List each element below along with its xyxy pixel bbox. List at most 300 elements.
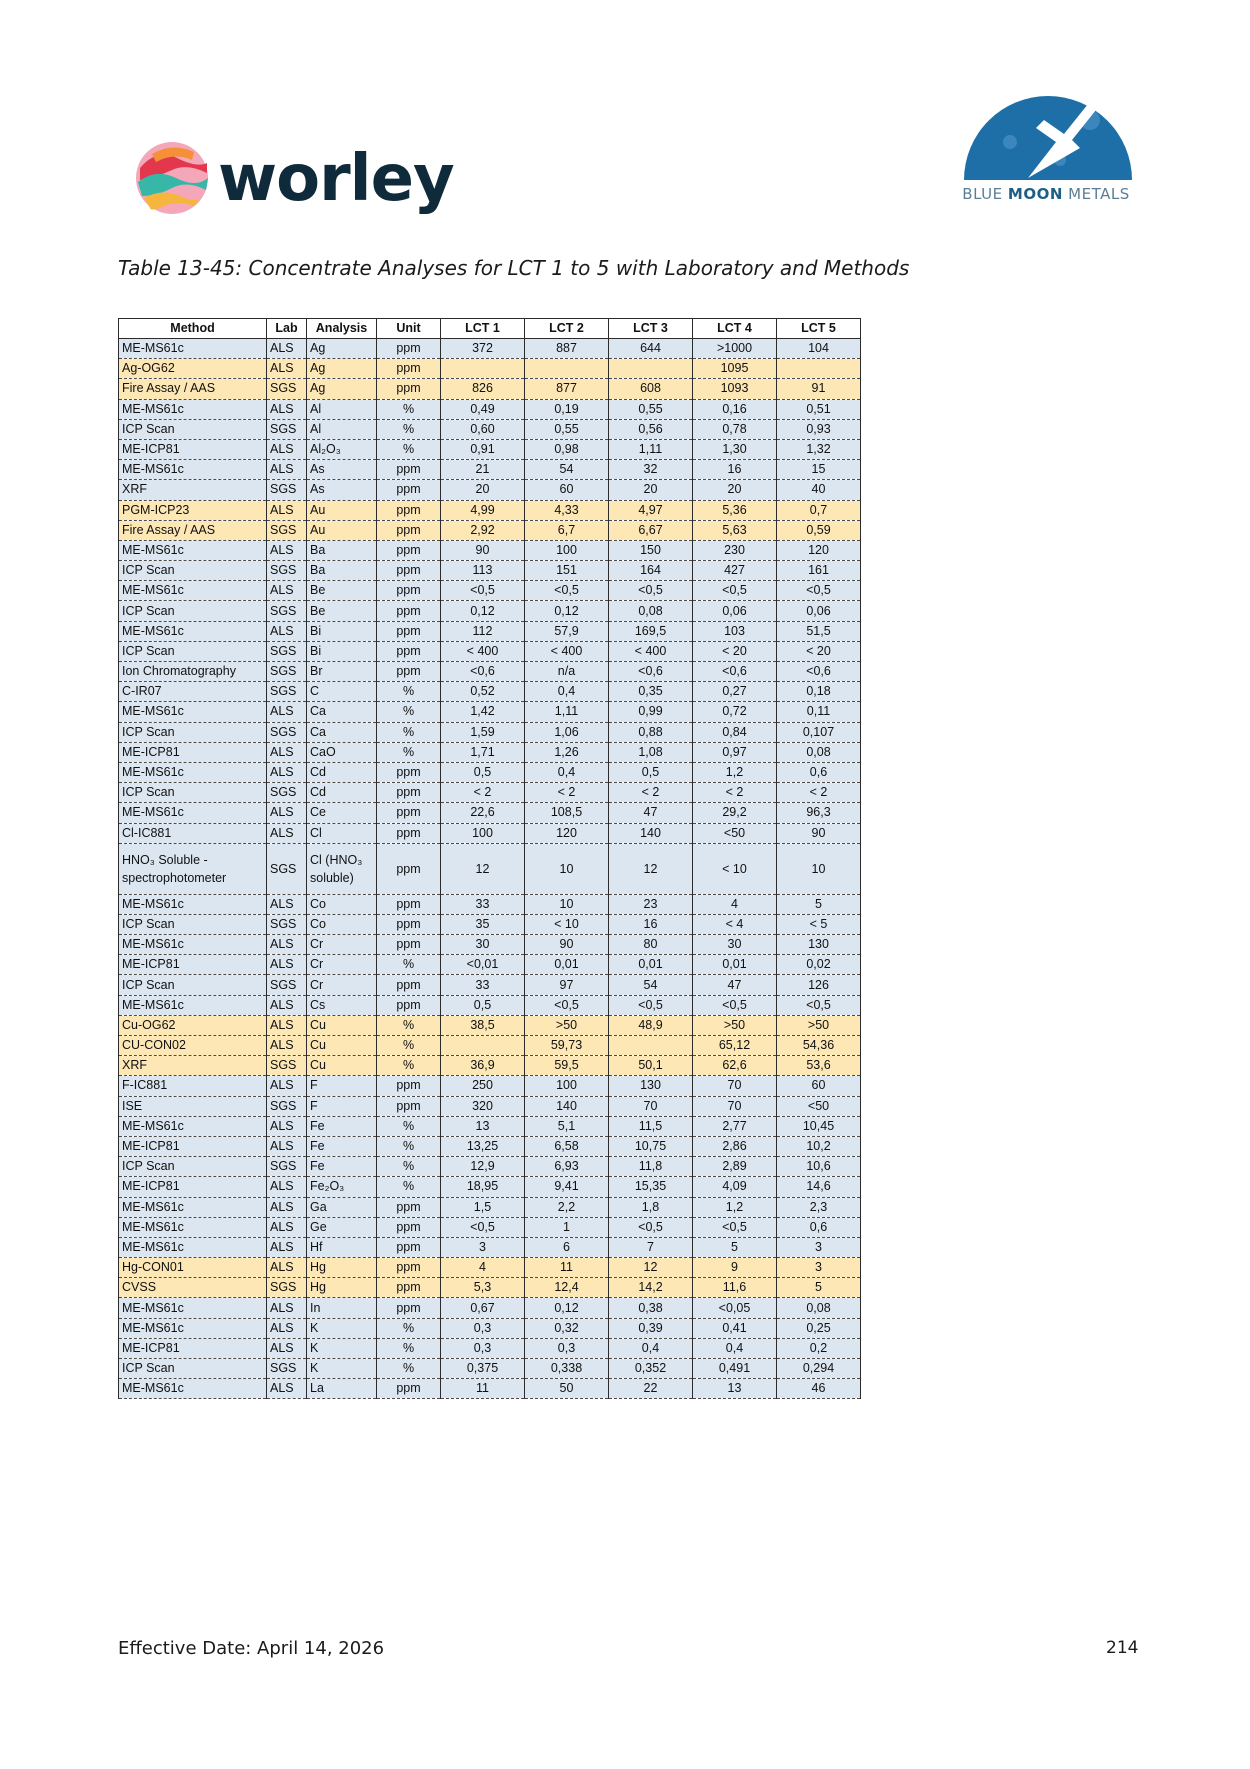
table-cell: 4,09 (693, 1177, 777, 1197)
table-cell: CVSS (119, 1278, 267, 1298)
table-cell: 16 (609, 914, 693, 934)
table-cell: 18,95 (441, 1177, 525, 1197)
table-cell: 60 (777, 1076, 861, 1096)
table-cell: 4 (693, 894, 777, 914)
table-cell: 0,352 (609, 1359, 693, 1379)
table-cell: 10 (777, 843, 861, 894)
table-cell: Co (307, 914, 377, 934)
table-cell: ALS (267, 995, 307, 1015)
table-cell: 60 (525, 480, 609, 500)
table-cell: 120 (777, 540, 861, 560)
table-cell: 0,55 (609, 399, 693, 419)
table-cell: 0,38 (609, 1298, 693, 1318)
table-cell: 48,9 (609, 1015, 693, 1035)
table-cell: ICP Scan (119, 975, 267, 995)
table-cell: 3 (777, 1258, 861, 1278)
table-row (119, 1056, 861, 1076)
table-cell: % (377, 1177, 441, 1197)
table-cell (525, 359, 609, 379)
table-cell (609, 1036, 693, 1056)
table-cell: ME-ICP81 (119, 955, 267, 975)
table-cell: 372 (441, 339, 525, 359)
table-cell: < 10 (693, 843, 777, 894)
table-cell: 47 (609, 803, 693, 823)
table-cell: 0,3 (441, 1318, 525, 1338)
table-cell: 0,491 (693, 1359, 777, 1379)
table-cell: 140 (609, 823, 693, 843)
table-row (119, 379, 861, 399)
table-cell: 169,5 (609, 621, 693, 641)
table-cell: 887 (525, 339, 609, 359)
table-cell: 1,59 (441, 722, 525, 742)
table-cell: 0,5 (441, 995, 525, 1015)
table-cell: 0,338 (525, 1359, 609, 1379)
table-cell: 2,3 (777, 1197, 861, 1217)
blue-moon-metals-logo (940, 80, 1152, 210)
table-cell: ME-MS61c (119, 702, 267, 722)
table-cell: 11 (525, 1258, 609, 1278)
table-cell: ALS (267, 803, 307, 823)
table-cell: ME-ICP81 (119, 439, 267, 459)
table-cell: 40 (777, 480, 861, 500)
table-cell: <0,01 (441, 955, 525, 975)
table-row (119, 722, 861, 742)
table-cell: 6,58 (525, 1136, 609, 1156)
table-cell: 0,08 (777, 1298, 861, 1318)
table-cell: 0,3 (441, 1338, 525, 1358)
table-cell: ME-MS61c (119, 1217, 267, 1237)
table-cell: 5,36 (693, 500, 777, 520)
table-cell: ME-MS61c (119, 1237, 267, 1257)
table-cell: 15 (777, 460, 861, 480)
table-cell: % (377, 439, 441, 459)
table-cell: Ag-OG62 (119, 359, 267, 379)
table-cell: HNO₃ Soluble - spectrophotometer (119, 843, 267, 894)
table-cell: < 20 (777, 641, 861, 661)
table-cell: Be (307, 581, 377, 601)
table-cell: Fe (307, 1116, 377, 1136)
table-cell: ppm (377, 1278, 441, 1298)
table-row (119, 762, 861, 782)
column-header: LCT 2 (525, 319, 609, 339)
table-cell: Ge (307, 1217, 377, 1237)
table-cell: 1 (525, 1217, 609, 1237)
table-row (119, 419, 861, 439)
table-row (119, 1015, 861, 1035)
table-cell: 5 (693, 1237, 777, 1257)
table-cell: 0,60 (441, 419, 525, 439)
table-cell: 250 (441, 1076, 525, 1096)
table-row (119, 540, 861, 560)
table-cell: ppm (377, 1197, 441, 1217)
table-cell: 0,12 (525, 601, 609, 621)
table-cell: 1,30 (693, 439, 777, 459)
table-cell: 21 (441, 460, 525, 480)
table-cell: 96,3 (777, 803, 861, 823)
table-cell: 10 (525, 894, 609, 914)
table-cell: 51,5 (777, 621, 861, 641)
table-cell: SGS (267, 783, 307, 803)
table-cell: ppm (377, 359, 441, 379)
table-row (119, 1338, 861, 1358)
table-cell: 161 (777, 561, 861, 581)
table-cell: 10 (525, 843, 609, 894)
table-cell: ICP Scan (119, 914, 267, 934)
table-cell: 877 (525, 379, 609, 399)
table-cell: 0,3 (525, 1338, 609, 1358)
table-row (119, 1096, 861, 1116)
table-cell: 140 (525, 1096, 609, 1116)
table-cell: ME-MS61c (119, 581, 267, 601)
table-row (119, 1177, 861, 1197)
table-cell: SGS (267, 1096, 307, 1116)
table-cell: 1,06 (525, 722, 609, 742)
table-cell: 0,12 (525, 1298, 609, 1318)
table-cell: Cl-IC881 (119, 823, 267, 843)
table-cell: ICP Scan (119, 561, 267, 581)
table-cell: 0,4 (693, 1338, 777, 1358)
table-cell: 10,6 (777, 1157, 861, 1177)
table-cell: Hf (307, 1237, 377, 1257)
table-cell: ICP Scan (119, 641, 267, 661)
table-cell: ALS (267, 702, 307, 722)
table-cell: <0,5 (777, 995, 861, 1015)
table-cell: % (377, 742, 441, 762)
table-cell: <0,5 (609, 995, 693, 1015)
table-cell: Ba (307, 540, 377, 560)
table-cell: Fire Assay / AAS (119, 520, 267, 540)
table-cell: SGS (267, 1359, 307, 1379)
table-cell: ALS (267, 1379, 307, 1399)
table-cell: Fe₂O₃ (307, 1177, 377, 1197)
table-cell: ppm (377, 379, 441, 399)
table-cell: ME-MS61c (119, 935, 267, 955)
table-cell: 91 (777, 379, 861, 399)
table-cell: ICP Scan (119, 419, 267, 439)
table-cell: 2,2 (525, 1197, 609, 1217)
table-cell: % (377, 682, 441, 702)
table-cell: Fire Assay / AAS (119, 379, 267, 399)
table-cell: ALS (267, 1237, 307, 1257)
table-row (119, 500, 861, 520)
table-cell: 12 (609, 1258, 693, 1278)
table-cell: 0,107 (777, 722, 861, 742)
table-cell: Hg-CON01 (119, 1258, 267, 1278)
table-cell: SGS (267, 1278, 307, 1298)
table-cell: ALS (267, 1258, 307, 1278)
table-cell: ppm (377, 500, 441, 520)
table-cell (441, 1036, 525, 1056)
table-cell: ME-MS61c (119, 399, 267, 419)
table-cell: ppm (377, 894, 441, 914)
table-cell: 3 (441, 1237, 525, 1257)
table-cell: ICP Scan (119, 783, 267, 803)
effective-date: Effective Date: April 14, 2026 (118, 1638, 385, 1659)
table-cell: 0,4 (525, 682, 609, 702)
table-cell: 50,1 (609, 1056, 693, 1076)
page-number: 214 (1106, 1638, 1139, 1658)
table-cell: 14,6 (777, 1177, 861, 1197)
table-cell: SGS (267, 520, 307, 540)
table-cell: 320 (441, 1096, 525, 1116)
table-cell: 0,2 (777, 1338, 861, 1358)
table-cell: < 2 (441, 783, 525, 803)
table-cell: 104 (777, 339, 861, 359)
table-row (119, 1136, 861, 1156)
table-cell: ME-ICP81 (119, 1136, 267, 1156)
table-cell: Ag (307, 379, 377, 399)
table-row (119, 561, 861, 581)
table-cell: 0,18 (777, 682, 861, 702)
table-cell: 20 (693, 480, 777, 500)
table-cell: 2,92 (441, 520, 525, 540)
table-cell: < 400 (525, 641, 609, 661)
table-cell: 35 (441, 914, 525, 934)
column-header: LCT 5 (777, 319, 861, 339)
table-cell: 59,5 (525, 1056, 609, 1076)
table-cell: 4,33 (525, 500, 609, 520)
table-cell: 0,32 (525, 1318, 609, 1338)
table-cell: ME-MS61c (119, 803, 267, 823)
table-cell: <0,5 (441, 1217, 525, 1237)
table-cell: 1,71 (441, 742, 525, 762)
table-cell: % (377, 1116, 441, 1136)
table-cell: ALS (267, 439, 307, 459)
table-cell: ALS (267, 1036, 307, 1056)
worley-swirl-icon (132, 138, 212, 218)
table-cell: ICP Scan (119, 1157, 267, 1177)
table-cell: <0,5 (609, 1217, 693, 1237)
table-cell: < 10 (525, 914, 609, 934)
table-cell: ppm (377, 823, 441, 843)
table-cell: 7 (609, 1237, 693, 1257)
table-cell: ppm (377, 762, 441, 782)
table-cell: ALS (267, 359, 307, 379)
table-cell: 1,26 (525, 742, 609, 762)
table-cell: Cu (307, 1015, 377, 1035)
table-cell: <0,6 (777, 662, 861, 682)
table-cell: >50 (693, 1015, 777, 1035)
table-cell: 0,56 (609, 419, 693, 439)
table-cell: % (377, 702, 441, 722)
table-cell: 15,35 (609, 1177, 693, 1197)
table-cell: ALS (267, 1015, 307, 1035)
table-cell: 0,35 (609, 682, 693, 702)
table-cell: 20 (609, 480, 693, 500)
table-cell: 0,78 (693, 419, 777, 439)
table-cell: F (307, 1076, 377, 1096)
table-cell: Be (307, 601, 377, 621)
table-cell: 0,08 (777, 742, 861, 762)
table-cell: < 2 (525, 783, 609, 803)
table-cell: <0,5 (525, 581, 609, 601)
table-cell: 0,67 (441, 1298, 525, 1318)
table-row (119, 894, 861, 914)
table-cell: ppm (377, 914, 441, 934)
table-cell: Cr (307, 935, 377, 955)
table-cell: 100 (525, 540, 609, 560)
table-caption: Table 13-45: Concentrate Analyses for LCT 1 to 5 with Laboratory and Methods (118, 256, 910, 280)
table-cell: ME-MS61c (119, 1197, 267, 1217)
table-cell: ME-ICP81 (119, 1338, 267, 1358)
table-cell: 5,63 (693, 520, 777, 540)
table-row (119, 601, 861, 621)
table-cell: ALS (267, 399, 307, 419)
table-cell: <0,05 (693, 1298, 777, 1318)
table-cell: F (307, 1096, 377, 1116)
table-cell: 0,06 (777, 601, 861, 621)
table-cell: 0,39 (609, 1318, 693, 1338)
moon-icon (940, 80, 1152, 184)
table-cell: % (377, 1036, 441, 1056)
table-row (119, 803, 861, 823)
table-cell: 90 (777, 823, 861, 843)
table-cell: ppm (377, 480, 441, 500)
table-cell: SGS (267, 1157, 307, 1177)
table-cell: 100 (525, 1076, 609, 1096)
table-cell: 0,375 (441, 1359, 525, 1379)
table-cell: 11 (441, 1379, 525, 1399)
table-cell: ME-MS61c (119, 621, 267, 641)
column-header: Analysis (307, 319, 377, 339)
table-cell: ALS (267, 581, 307, 601)
table-cell: 0,41 (693, 1318, 777, 1338)
table-cell: Ba (307, 561, 377, 581)
table-cell (441, 359, 525, 379)
table-cell: 130 (777, 935, 861, 955)
table-cell: 0,02 (777, 955, 861, 975)
column-header: Method (119, 319, 267, 339)
table-cell: Cr (307, 955, 377, 975)
table-cell: ALS (267, 621, 307, 641)
table-cell: ME-ICP81 (119, 742, 267, 762)
table-cell: Cr (307, 975, 377, 995)
table-cell: ME-MS61c (119, 762, 267, 782)
table-cell: ALS (267, 1217, 307, 1237)
table-row (119, 995, 861, 1015)
table-cell: 2,77 (693, 1116, 777, 1136)
table-cell: 46 (777, 1379, 861, 1399)
table-row (119, 1157, 861, 1177)
table-cell: % (377, 1318, 441, 1338)
table-cell: 14,2 (609, 1278, 693, 1298)
table-cell: 100 (441, 823, 525, 843)
table-cell: ALS (267, 540, 307, 560)
table-cell: 97 (525, 975, 609, 995)
table-cell: 5 (777, 1278, 861, 1298)
table-cell: Au (307, 520, 377, 540)
table-cell: 13 (441, 1116, 525, 1136)
table-cell: Al₂O₃ (307, 439, 377, 459)
table-row (119, 1036, 861, 1056)
table-cell: ALS (267, 1076, 307, 1096)
table-cell: 10,75 (609, 1136, 693, 1156)
table-cell: < 2 (693, 783, 777, 803)
column-header: LCT 4 (693, 319, 777, 339)
table-cell: Ca (307, 722, 377, 742)
table-cell: 1,11 (609, 439, 693, 459)
table-cell: Au (307, 500, 377, 520)
table-cell: 1093 (693, 379, 777, 399)
table-row (119, 742, 861, 762)
table-cell: < 2 (609, 783, 693, 803)
table-cell: <0,5 (693, 995, 777, 1015)
table-cell: 0,4 (525, 762, 609, 782)
table-cell: Cs (307, 995, 377, 1015)
table-row (119, 480, 861, 500)
table-cell: ppm (377, 581, 441, 601)
table-cell: % (377, 1056, 441, 1076)
table-row (119, 1298, 861, 1318)
table-cell: % (377, 1338, 441, 1358)
table-cell: 5 (777, 894, 861, 914)
table-row (119, 581, 861, 601)
table-cell: ISE (119, 1096, 267, 1116)
table-cell: ALS (267, 1338, 307, 1358)
table-cell: ALS (267, 1197, 307, 1217)
table-cell: F-IC881 (119, 1076, 267, 1096)
table-cell: % (377, 399, 441, 419)
table-cell: 29,2 (693, 803, 777, 823)
table-cell: 2,89 (693, 1157, 777, 1177)
table-cell: As (307, 480, 377, 500)
table-cell: 54,36 (777, 1036, 861, 1056)
table-cell: 1,5 (441, 1197, 525, 1217)
table-cell: >50 (777, 1015, 861, 1035)
table-cell: 11,8 (609, 1157, 693, 1177)
table-cell: 90 (525, 935, 609, 955)
table-cell: 65,12 (693, 1036, 777, 1056)
table-cell: 0,06 (693, 601, 777, 621)
table-cell: SGS (267, 419, 307, 439)
table-cell: Cd (307, 762, 377, 782)
table-cell: ppm (377, 460, 441, 480)
table-cell: SGS (267, 914, 307, 934)
table-cell: 130 (609, 1076, 693, 1096)
table-cell: ALS (267, 460, 307, 480)
table-cell: Cu-OG62 (119, 1015, 267, 1035)
table-cell: 0,16 (693, 399, 777, 419)
table-cell: Al (307, 399, 377, 419)
table-cell: < 5 (777, 914, 861, 934)
table-cell: 30 (693, 935, 777, 955)
table-cell: % (377, 1157, 441, 1177)
table-cell: ppm (377, 601, 441, 621)
table-cell: In (307, 1298, 377, 1318)
table-cell: 12 (441, 843, 525, 894)
table-cell: ALS (267, 1136, 307, 1156)
table-cell: ppm (377, 935, 441, 955)
table-cell: ppm (377, 561, 441, 581)
table-cell: 151 (525, 561, 609, 581)
table-cell: ALS (267, 742, 307, 762)
table-row (119, 914, 861, 934)
table-cell: 10,2 (777, 1136, 861, 1156)
table-cell: ppm (377, 995, 441, 1015)
table-cell: 112 (441, 621, 525, 641)
table-cell: ppm (377, 1258, 441, 1278)
table-cell: SGS (267, 561, 307, 581)
table-cell: ALS (267, 1318, 307, 1338)
table-cell: 54 (609, 975, 693, 995)
table-row (119, 1237, 861, 1257)
table-cell: ppm (377, 1217, 441, 1237)
table-cell: ppm (377, 540, 441, 560)
table-cell: ALS (267, 1298, 307, 1318)
table-cell: SGS (267, 662, 307, 682)
table-cell: ppm (377, 1096, 441, 1116)
table-cell: Br (307, 662, 377, 682)
